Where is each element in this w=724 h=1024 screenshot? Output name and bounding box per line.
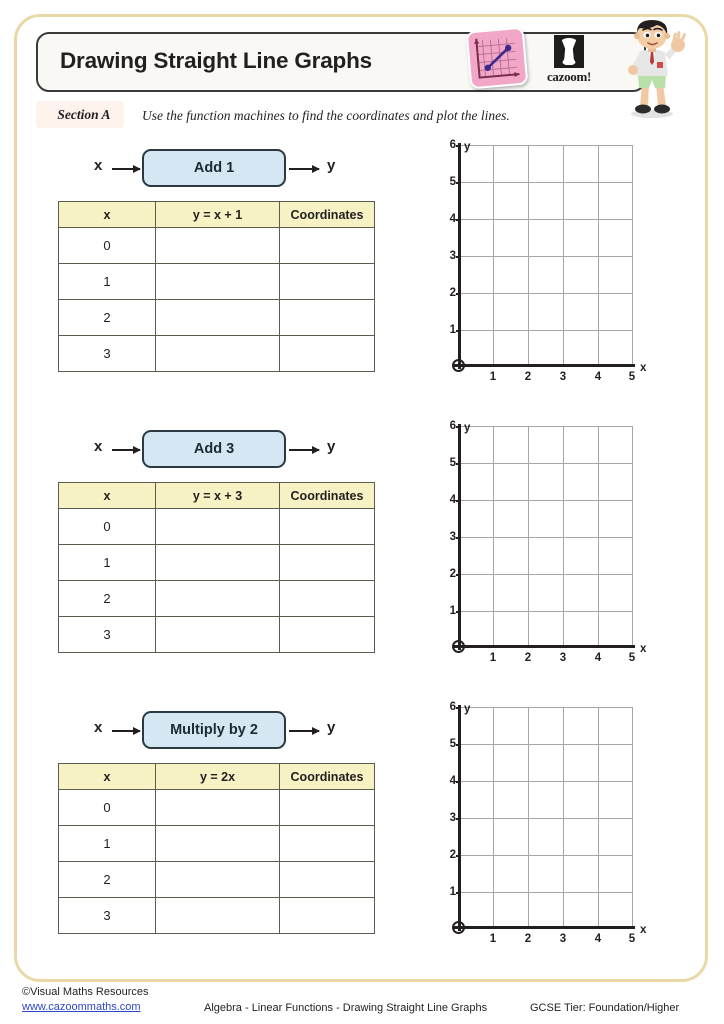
cell-y-answer[interactable] [156, 228, 280, 264]
column-header-equation: y = x + 1 [156, 202, 280, 228]
column-header-x: x [59, 483, 156, 509]
coordinate-grid[interactable] [430, 137, 647, 383]
cell-x: 3 [59, 617, 156, 653]
footer-copyright: ©Visual Maths Resources [22, 986, 149, 998]
arrow-in-icon [112, 168, 140, 170]
y-tick-label: 4 [449, 775, 456, 787]
table-row [59, 264, 375, 300]
cell-y-answer[interactable] [156, 826, 280, 862]
x-tick-label: 1 [489, 652, 497, 664]
cell-coordinates-answer[interactable] [280, 617, 375, 653]
y-tick-label: 4 [449, 213, 456, 225]
column-header-coordinates: Coordinates [280, 483, 375, 509]
cell-x: 3 [59, 898, 156, 934]
coordinate-grid[interactable] [430, 418, 647, 664]
machine-output-label: y [327, 719, 336, 736]
cazoom-wordmark: cazoom! [546, 69, 592, 84]
cell-x: 0 [59, 228, 156, 264]
y-tick-label: 6 [449, 139, 456, 151]
arrow-out-icon [289, 168, 319, 170]
y-tick-label: 5 [449, 457, 456, 469]
y-tick-label: 1 [449, 886, 456, 898]
cell-coordinates-answer[interactable] [280, 545, 375, 581]
footer-website-link[interactable]: www.cazoommaths.com [22, 1001, 141, 1013]
cell-x: 2 [59, 862, 156, 898]
arrow-out-icon [289, 730, 319, 732]
footer-tier: GCSE Tier: Foundation/Higher [530, 1002, 680, 1014]
y-tick-label: 2 [449, 287, 456, 299]
x-tick-label: 5 [628, 933, 636, 945]
cell-y-answer[interactable] [156, 264, 280, 300]
x-tick-label: 3 [559, 371, 567, 383]
table-row [59, 862, 375, 898]
y-tick-label: 3 [449, 531, 456, 543]
cell-x: 1 [59, 545, 156, 581]
x-axis [454, 926, 635, 929]
machine-input-label: x [94, 719, 103, 736]
coordinate-grid[interactable] [430, 699, 647, 945]
machine-output-label: y [327, 157, 336, 174]
y-tick-label: 5 [449, 176, 456, 188]
cell-coordinates-answer[interactable] [280, 300, 375, 336]
x-tick-label: 4 [594, 933, 602, 945]
grid-plot-area[interactable] [449, 139, 647, 383]
cell-x: 0 [59, 790, 156, 826]
y-tick-label: 2 [449, 849, 456, 861]
machine-operation-box: Add 3 [142, 430, 286, 468]
table-header-row [59, 764, 375, 790]
cell-coordinates-answer[interactable] [280, 228, 375, 264]
table-row [59, 898, 375, 934]
cell-x: 3 [59, 336, 156, 372]
cell-y-answer[interactable] [156, 545, 280, 581]
cazoom-mark-icon [554, 35, 584, 68]
cell-coordinates-answer[interactable] [280, 898, 375, 934]
x-tick-label: 2 [524, 371, 532, 383]
arrow-out-icon [289, 449, 319, 451]
cell-coordinates-answer[interactable] [280, 790, 375, 826]
table-row [59, 790, 375, 826]
table-row [59, 509, 375, 545]
x-tick-label: 3 [559, 933, 567, 945]
section-label: Section A [57, 107, 111, 122]
footer-topic: Algebra - Linear Functions - Drawing Straight Line Graphs [204, 1002, 488, 1014]
student-mascot-icon [612, 18, 692, 120]
y-tick-label: 5 [449, 738, 456, 750]
y-axis-label: y [464, 141, 471, 153]
cell-coordinates-answer[interactable] [280, 264, 375, 300]
function-machine [94, 710, 344, 750]
cell-y-answer[interactable] [156, 862, 280, 898]
machine-operation-box: Add 1 [142, 149, 286, 187]
cell-coordinates-answer[interactable] [280, 581, 375, 617]
machine-output-label: y [327, 438, 336, 455]
y-tick-label: 1 [449, 605, 456, 617]
x-axis-label: x [640, 643, 647, 655]
coordinates-table [58, 482, 375, 653]
coordinates-table [58, 763, 375, 934]
y-tick-label: 1 [449, 324, 456, 336]
cell-coordinates-answer[interactable] [280, 509, 375, 545]
grid-plot-area[interactable] [449, 420, 647, 664]
table-header-row [59, 202, 375, 228]
page-title: Drawing Straight Line Graphs [60, 48, 372, 73]
x-axis-label: x [640, 924, 647, 936]
table-header-row [59, 483, 375, 509]
arrow-in-icon [112, 449, 140, 451]
column-header-coordinates: Coordinates [280, 202, 375, 228]
table-row [59, 336, 375, 372]
table-row [59, 300, 375, 336]
x-tick-label: 5 [628, 652, 636, 664]
cell-y-answer[interactable] [156, 509, 280, 545]
cell-y-answer[interactable] [156, 617, 280, 653]
cazoom-logo [540, 35, 598, 87]
y-tick-label: 6 [449, 420, 456, 432]
x-axis [454, 645, 635, 648]
cell-x: 1 [59, 264, 156, 300]
column-header-x: x [59, 764, 156, 790]
table-row [59, 545, 375, 581]
column-header-x: x [59, 202, 156, 228]
x-tick-label: 5 [628, 371, 636, 383]
cell-y-answer[interactable] [156, 300, 280, 336]
x-tick-label: 3 [559, 652, 567, 664]
cell-coordinates-answer[interactable] [280, 336, 375, 372]
table-row [59, 581, 375, 617]
y-tick-label: 2 [449, 568, 456, 580]
cell-x: 1 [59, 826, 156, 862]
x-axis-label: x [640, 362, 647, 374]
machine-input-label: x [94, 157, 103, 174]
column-header-equation: y = 2x [156, 764, 280, 790]
cell-y-answer[interactable] [156, 790, 280, 826]
column-header-coordinates: Coordinates [280, 764, 375, 790]
cell-y-answer[interactable] [156, 898, 280, 934]
origin-marker-icon [452, 921, 465, 934]
cell-x: 2 [59, 300, 156, 336]
cell-x: 0 [59, 509, 156, 545]
column-header-equation: y = x + 3 [156, 483, 280, 509]
table-row [59, 228, 375, 264]
machine-operation-box: Multiply by 2 [142, 711, 286, 749]
x-tick-label: 4 [594, 371, 602, 383]
function-machine [94, 148, 344, 188]
function-machine [94, 429, 344, 469]
grid-plot-area[interactable] [449, 701, 647, 945]
cell-y-answer[interactable] [156, 581, 280, 617]
machine-input-label: x [94, 438, 103, 455]
y-axis-label: y [464, 422, 471, 434]
y-tick-label: 6 [449, 701, 456, 713]
cell-coordinates-answer[interactable] [280, 862, 375, 898]
x-tick-label: 1 [489, 933, 497, 945]
origin-marker-icon [452, 640, 465, 653]
y-tick-label: 3 [449, 250, 456, 262]
y-axis-label: y [464, 703, 471, 715]
x-tick-label: 4 [594, 652, 602, 664]
cell-coordinates-answer[interactable] [280, 826, 375, 862]
cell-y-answer[interactable] [156, 336, 280, 372]
x-tick-label: 2 [524, 652, 532, 664]
cell-x: 2 [59, 581, 156, 617]
line-graph-logo-icon [466, 27, 529, 90]
x-axis [454, 364, 635, 367]
table-row [59, 826, 375, 862]
x-tick-label: 1 [489, 371, 497, 383]
y-tick-label: 4 [449, 494, 456, 506]
coordinates-table [58, 201, 375, 372]
y-tick-label: 3 [449, 812, 456, 824]
section-instruction: Use the function machines to find the coordinates and plot the lines. [142, 108, 510, 123]
origin-marker-icon [452, 359, 465, 372]
table-row [59, 617, 375, 653]
x-tick-label: 2 [524, 933, 532, 945]
arrow-in-icon [112, 730, 140, 732]
